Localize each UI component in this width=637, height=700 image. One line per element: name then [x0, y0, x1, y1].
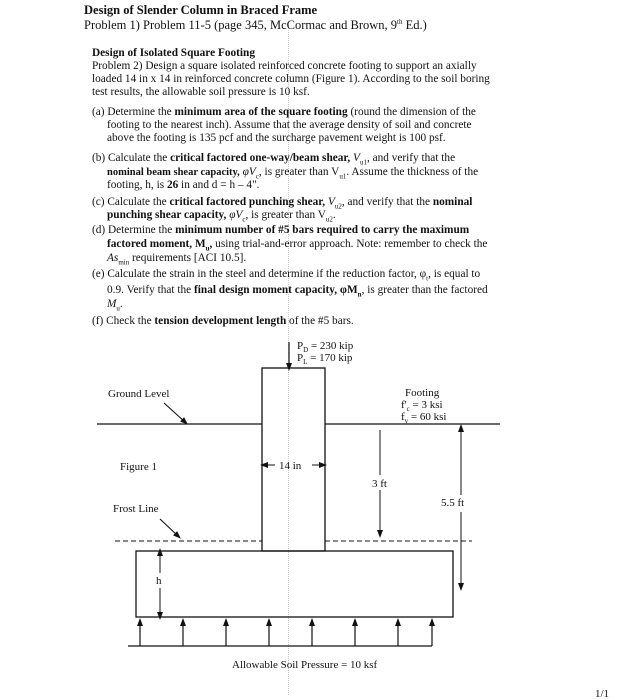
footing-outline [136, 551, 453, 617]
live-load-label: $P_L = 170$ kip [297, 352, 353, 366]
part-a-line-2: footing to the nearest inch). Assume that the average density of soil and concrete [107, 119, 472, 131]
problem-1-line: Problem 1) Problem 11-5 (page 345, McCormac and Brown, 9th Ed.) [84, 17, 427, 32]
problem-2-intro-line-3: test results, the allowable soil pressure is 10 ksf. [92, 86, 310, 98]
part-c-line-1: (c) Calculate the critical factored punching shear, $V_{u2}$, and verify that the nominal [92, 196, 473, 211]
ground-level-label: Ground Level [108, 388, 170, 400]
page-number: 1/1 [595, 688, 610, 700]
frost-line-pointer [160, 519, 178, 536]
allowable-soil-pressure-label: Allowable Soil Pressure = 10 ksf [232, 659, 378, 671]
part-c-line-2: punching shear capacity, $\varphi V_c$, is greater than $V_{u2}$. [107, 209, 336, 224]
problem-2-intro-line-2: loaded 14 in x 14 in reinforced concrete column (Figure 1). According to the soil boring [92, 73, 490, 85]
document-title: Design of Slender Column in Braced Frame [84, 3, 318, 17]
depth-3ft-label: 3 ft [372, 478, 387, 490]
dead-load-label: $P_D = 230$ kip [297, 340, 354, 354]
problem-2-title: Design of Isolated Square Footing [92, 47, 255, 59]
part-a-line-3: above the footing is 135 pcf and the surcharge pavement weight is 100 psf. [107, 132, 446, 144]
column-width-label: 14 in [279, 460, 302, 472]
concrete-strength-label: $f'_c = 3$ ksi [401, 399, 443, 413]
footing-thickness-label: h [156, 575, 162, 587]
part-e-line-3: $M_u$. [107, 298, 123, 313]
part-d-line-1: (d) Determine the minimum number of #5 bars required to carry the maximum [92, 224, 470, 236]
part-a-line-1: (a) Determine the minimum area of the square footing (round the dimension of the [92, 106, 476, 118]
soil-pressure-arrows [140, 622, 432, 646]
steel-strength-label: $f_y = 60$ ksi [401, 411, 447, 425]
problem-2-intro-line-1: Problem 2) Design a square isolated reinforced concrete footing to support an axially [92, 60, 477, 72]
part-e-line-2: 0.9. Verify that the final design moment capacity, $\varphi M_n$, is greater than the factored [107, 284, 488, 299]
part-b-line-2: nominal beam shear capacity, $\varphi V_c$, is greater than $V_{u1}$. Assume the thickness of the [107, 166, 479, 181]
frost-line-label: Frost Line [113, 503, 159, 515]
part-e-line-1: (e) Calculate the strain in the steel and determine if the reduction factor, $\varphi_t$, is equal to [92, 268, 481, 283]
ground-level-pointer [164, 403, 185, 422]
footing-title: Footing [405, 387, 440, 399]
part-b-line-1: (b) Calculate the critical factored one-way/beam shear, $V_{u1}$, and verify that the [92, 152, 456, 167]
part-b-line-3: footing, h, is 26 in and d = h – 4". [107, 179, 260, 191]
depth-5-5ft-label: 5.5 ft [441, 497, 465, 509]
part-d-line-3: $As_{min}$ requirements [ACI 10.5]. [107, 252, 247, 267]
part-d-line-2: factored moment, $M_u$, using trial-and-error approach. Note: remember to check the [107, 238, 488, 253]
figure-label: Figure 1 [120, 461, 157, 473]
part-f-line-1: (f) Check the tension development length of the #5 bars. [92, 315, 354, 327]
